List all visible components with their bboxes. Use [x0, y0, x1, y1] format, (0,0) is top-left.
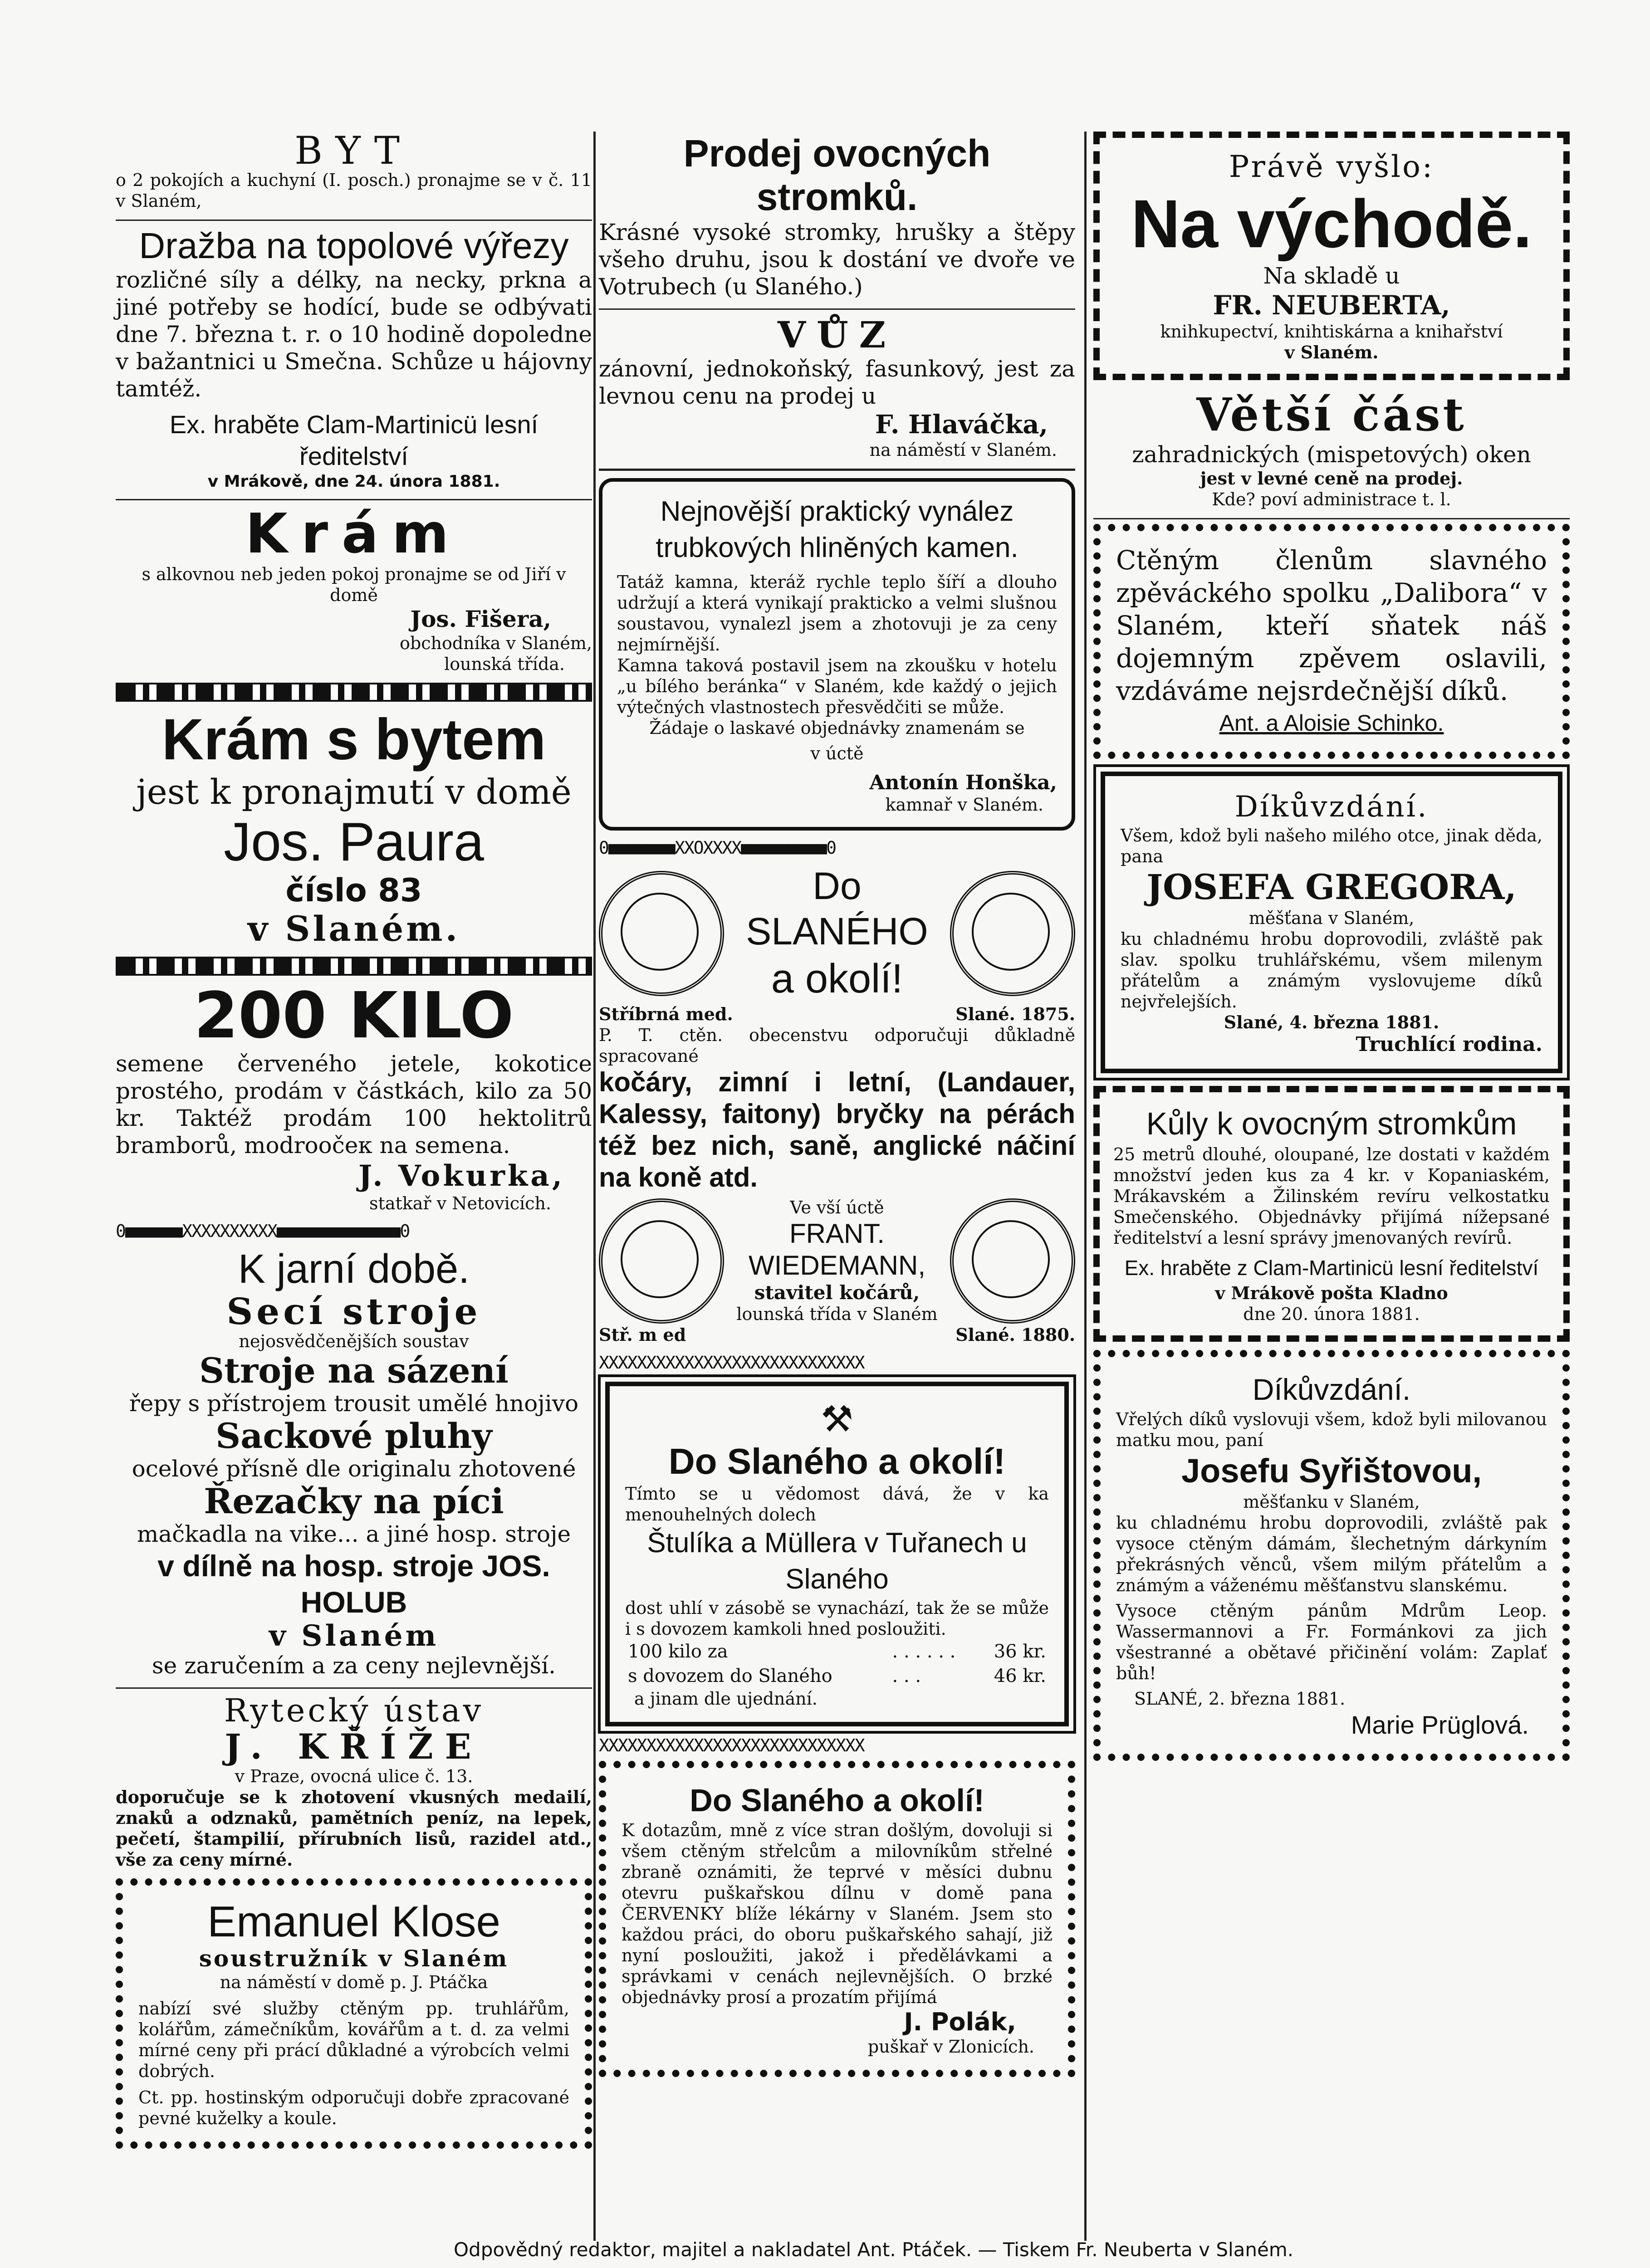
ad-title: Krám s bytem — [162, 707, 546, 772]
ad-signature: Antonín Honška, — [869, 771, 1057, 794]
ad-klose — [116, 1878, 592, 2149]
ad-signature: Ex. hraběte z Clam-Martinicü lesní ředitelství — [1124, 1256, 1539, 1280]
table-cell: s dovozem do Slaného — [628, 1666, 832, 1686]
ad-uhli — [605, 1382, 1069, 1726]
ad-byt — [116, 128, 592, 211]
ad-name: Jos. Paura — [224, 811, 484, 872]
ad-text: Kamna taková postavil jsem na zkoušku v hotelu „u bílého beránka“ v Slaném, kde každý o jejich výtečných vlastnostech přesvědčiti se může. — [617, 655, 1057, 717]
ad-name: Štulíka a Müllera v Tuřanech u Slaného — [647, 1527, 1027, 1595]
ad-line: ocelové přísně dle originalu zhotovené — [132, 1456, 576, 1482]
ad-text: Krásné vysoké stromky, hrušky a štěpy všeho druhu, jsou k dostání ve dvoře ve Votrubech (u Slaného.) — [599, 219, 1075, 300]
ad-name: JOSEFA GREGORA, — [1146, 867, 1517, 907]
column-divider — [593, 132, 596, 2241]
ad-vuz — [599, 314, 1075, 460]
ad-trade: stavitel kočárů, — [754, 1281, 920, 1304]
ad-address: lounská třída v Slaném — [736, 1304, 938, 1324]
ad-text: měšťana v Slaném, — [1249, 908, 1415, 928]
divider — [1093, 518, 1570, 519]
ad-text: P. T. ctěn. obecenstvu odporučuji důkladně spracované — [599, 1025, 1075, 1066]
ad-text: doporučuje se k zhotovení vkusných medailí, znaků a odznaků, pamětních peníz, na lepek, pečetí, štampilií, přírubních lisů, razidel atd., vše za ceny mírné. — [116, 1787, 592, 1870]
ad-title: a okolí! — [771, 956, 903, 1002]
ad-line: se zaručením a za ceny nejlevnější. — [152, 1652, 556, 1679]
table-cell: . . . — [892, 1666, 921, 1686]
ad-signature-line: lounská třída. — [444, 654, 565, 674]
ad-title: Větší část — [1196, 388, 1467, 441]
ad-date: v Mrákově, dne 24. února 1881. — [207, 472, 500, 491]
table-cell: 100 kilo za — [628, 1641, 728, 1662]
ad-line: v Slaném. — [247, 909, 460, 949]
ad-signature: Marie Prüglová. — [1351, 1711, 1529, 1739]
ad-signature-line: puškař v Zlonicích. — [867, 2037, 1034, 2057]
ad-signature: J. Polák, — [904, 2008, 1016, 2036]
ad-text: Žádaje o laskavé objednávky znamenám se — [649, 718, 1025, 738]
ad-text: nabízí své služby ctěným pp. truhlářům, kolářům, zámečníkům, kovářům a t. d. za velmi mírné ceny při prácí důkladné a výrobcích velmi dobrých. — [138, 1999, 569, 2081]
ad-title: VŮZ — [777, 313, 897, 356]
ad-title: BYT — [294, 128, 413, 173]
ad-gregor-dikuvzdani — [1101, 772, 1562, 1073]
table-row — [625, 1664, 1049, 1688]
ad-title: Nejnovější praktický vynález trubkových hliněných kamen. — [656, 496, 1018, 563]
ad-drazba — [116, 225, 592, 491]
ad-na-vychode — [1093, 132, 1570, 380]
table-cell: 46 kr. — [994, 1666, 1046, 1686]
ad-text: Tatáž kamna, kteráž rychle teplo šíří a dlouho udržují a která vynikají prakticko a velmi slušnou soustavou, vynalezl jsem a zhotovuji je za ceny nejmírnější. — [617, 572, 1057, 655]
ad-address: na náměstí v domě p. J. Ptáčka — [220, 1972, 488, 1992]
ad-text: ku chladnému hrobu doprovodili, zvláště pak vysoce ctěným dámám, šlechetným dárkyním překrásných věnců, všem milým přátelům a známým a váženému měšťanstvu slanskému. — [1116, 1513, 1547, 1595]
ad-line: Kde? poví administrace t. l. — [1212, 489, 1451, 509]
ad-vetsi-cast — [1093, 388, 1570, 510]
ad-line: v Slaném — [269, 1619, 439, 1653]
table-row — [625, 1639, 1049, 1664]
ad-text: a jinam dle ujednání. — [634, 1689, 818, 1709]
ad-line: jest v levné ceně na prodej. — [1200, 468, 1463, 489]
divider — [599, 308, 1075, 310]
ad-line: Na skladě u — [1263, 263, 1400, 289]
medal-caption: Slané. 1875. — [955, 1004, 1075, 1024]
ornament-bar: 0■■■■■■XXXXXXXXXX■■■■■■■■■■■■■0 — [116, 1222, 410, 1240]
ad-title: Krám — [245, 503, 463, 566]
ad-text: Všem, kdož byli našeho milého otce, jinak děda, pana — [1121, 826, 1542, 866]
divider — [116, 499, 592, 500]
ad-text: rozličné síly a délky, na necky, prkna a jiné potřeby se hodící, bude se odbývati dne 7. března t. r. o 10 hodině dopoledne v bažantnici u Smečna. Schůze u hájovny tamtéž. — [116, 267, 592, 402]
ad-title: Emanuel Klose — [207, 1897, 500, 1946]
ad-text: K dotazům, mně z více stran došlým, dovoluji si všem ctěným střelcům a milovníkům střelné zbraně oznámiti, že teprvé v měsíci dubnu otevru puškařskou dílnu v domě pana ČERVENKY blíže lékárny v Slaném. Jsem sto každou práci, do oboru puškařského sahají, již nyní posloužiti, jakož i předělávkami a správkami v cenách nejlevnějších. O brzké objednávky prosí a prozatím přijímá — [622, 1820, 1053, 2007]
table-cell: 36 kr. — [994, 1641, 1046, 1662]
ad-text: 25 metrů dlouhé, oloupané, lze dostati v každém množství jeden kus za 4 kr. v Kopaniaském, Mrákavském a Žilinském revíru velkostatku Smečenského. Objednávky přijímá nížepsané ředitelství a lesní správy jmenovaných revírů. — [1113, 1144, 1550, 1248]
ad-date: Slané, 4. března 1881. — [1224, 1012, 1439, 1032]
hammer-and-pick-icon: ⚒ — [821, 1398, 853, 1440]
ad-text: ku chladnému hrobu doprovodili, zvláště pak slav. spolku truhlářskému, všem milenym přátelům a známým vyslovujeme díků nejvřelejších. — [1121, 929, 1542, 1012]
ad-signature-line: v Mrákově pošta Kladno — [1215, 1283, 1448, 1303]
ad-kuly — [1093, 1086, 1570, 1342]
medal-icon — [599, 871, 724, 996]
ad-wiedemann — [599, 863, 1075, 1345]
ad-text: dost uhlí v zásobě se vynachází, tak že se může i s dovozem kamkoli hned posloužiti. — [625, 1598, 1049, 1639]
ad-signature: Truchlící rodina. — [1356, 1033, 1542, 1056]
ad-line: knihkupectví, knihtiskárna a knihařství — [1160, 322, 1503, 342]
ad-text: Ctěným členům slavného zpěváckého spolku „Dalibora“ v Slaném, kteří sňatek náš dojemným zpěvem oslavili, vzdáváme nejsrdečnější díků. — [1116, 545, 1547, 706]
ad-title: Díkůvzdání. — [1252, 1373, 1411, 1406]
ad-signature-line: dne 20. února 1881. — [1243, 1304, 1420, 1324]
ad-signature: F. Hlaváčka, — [875, 410, 1048, 440]
ad-rytecky-ustav — [116, 1693, 592, 1870]
medal-caption: Stř. m ed — [599, 1325, 686, 1345]
ad-title: Dražba na topolové výřezy — [139, 225, 569, 266]
ad-title: K jarní době. — [238, 1246, 470, 1292]
ad-line: řepy s přístrojem trousit umělé hnojivo — [129, 1390, 579, 1417]
ad-line: zahradnických (mispetových) oken — [1132, 441, 1531, 468]
ad-title: Prodej ovocných stromků. — [683, 132, 991, 218]
ad-200-kilo — [116, 979, 592, 1214]
ad-title: 200 KILO — [194, 979, 514, 1053]
ad-title: Díkůvzdání. — [1234, 790, 1429, 824]
ad-line: nejosvědčenějších soustav — [239, 1331, 469, 1351]
ad-title: Na východě. — [1131, 186, 1532, 262]
ad-text: v úctě — [810, 743, 864, 763]
divider — [116, 220, 592, 221]
ad-signature-line: statkař v Netovicích. — [369, 1193, 551, 1213]
ad-line: Sackové pluhy — [215, 1416, 492, 1456]
medal-icon — [599, 1198, 724, 1324]
ad-title: Do SLANÉHO — [746, 865, 928, 953]
ad-text: Vřelých díků vyslovuji všem, kdož byli milovanou matku mou, paní — [1116, 1409, 1547, 1450]
ad-text: Ct. pp. hostinským odporučuji dobře zpracované pevné kuželky a koule. — [138, 2087, 569, 2128]
ad-text: o 2 pokojích a kuchyní (I. posch.) pronajme se v č. 11 v Slaném, — [116, 170, 592, 211]
ad-line: mačkadla na vike... a jiné hosp. stroje — [137, 1521, 571, 1547]
ad-line: Secí stroje — [226, 1290, 481, 1333]
medal-caption: Stříbrná med. — [599, 1004, 733, 1024]
ad-signature: Ant. a Aloisie Schinko. — [1219, 710, 1444, 736]
ad-line: v Slaném. — [1284, 342, 1379, 362]
ad-signature: Jos. Fišera, — [410, 606, 551, 632]
ad-signature-line: na náměstí v Slaném. — [869, 440, 1057, 460]
column-2 — [599, 132, 1075, 2085]
price-table — [625, 1639, 1049, 1688]
ornament-bar: 0■■■■■■■XXOXXXX■■■■■■■■■0 — [599, 839, 836, 857]
ad-signature-line: obchodníka v Slaném, — [399, 633, 592, 653]
ad-line: v dílně na hosp. stroje JOS. HOLUB — [157, 1549, 550, 1619]
medal-icon — [950, 1198, 1075, 1324]
ad-kram-s-bytem — [116, 708, 592, 948]
ad-line: číslo 83 — [285, 872, 422, 909]
ornament-bar — [116, 683, 592, 702]
table-cell: . . . . . . — [892, 1641, 956, 1662]
ad-name: FR. NEUBERTA, — [1213, 290, 1450, 321]
ad-line: Řezačky na píci — [204, 1481, 504, 1521]
ad-prodej-stromku — [599, 132, 1075, 300]
medal-caption: Slané. 1880. — [955, 1325, 1075, 1345]
ad-subtitle: soustružník v Slaném — [199, 1945, 509, 1972]
ad-kamna — [599, 478, 1075, 831]
ad-text: měšťanku v Slaném, — [1243, 1492, 1420, 1512]
imprint-footer: Odpovědný redaktor, majitel a nakladatel Ant. Ptáček. — Tiskem Fr. Neuberta v Slaném. — [454, 2239, 1294, 2261]
ad-address: v Praze, ovocná ulice č. 13. — [235, 1766, 473, 1786]
ornament-bar — [116, 957, 592, 976]
ad-title: Kůly k ovocným stromkům — [1146, 1106, 1517, 1141]
divider — [599, 469, 1075, 471]
ad-line: Stroje na sázení — [199, 1350, 509, 1391]
divider — [116, 1687, 592, 1689]
ad-signature-line: kamnař v Slaném. — [885, 795, 1043, 815]
ad-text: Tímto se u vědomost dává, že v ka menouhelných dolech — [625, 1484, 1049, 1525]
ad-date: SLANÉ, 2. března 1881. — [1134, 1689, 1346, 1709]
column-1 — [116, 128, 592, 2157]
ad-signature: J. Vokurka, — [358, 1159, 565, 1193]
ad-text: Vysoce ctěným pánům Mdrům Leop. Wassermannovi a Fr. Formánkovi za jich všestranné a obětavé přičinění volám: Zaplať bůh! — [1116, 1601, 1547, 1683]
ad-text: zánovní, jednokoňský, fasunkový, jest za levnou cenu na prodej u — [599, 356, 1075, 409]
ad-line: Právě vyšlo: — [1229, 149, 1435, 184]
ad-name: J. KŘÍŽE — [225, 1726, 483, 1767]
ad-title: Rytecký ústav — [224, 1692, 484, 1729]
ad-title: Do Slaného a okolí! — [690, 1783, 984, 1818]
ad-dalibor — [1093, 524, 1570, 759]
ad-text: semene červeného jetele, kokotice prostého, prodám v částkách, kilo za 50 kr. Taktéž prodám 100 hektolitrů bramborů, modroočeк na semena. — [116, 1051, 592, 1158]
ad-line: jest k pronajmutí v domě — [136, 772, 572, 812]
ad-name: FRANT. WIEDEMANN, — [749, 1218, 925, 1281]
ornament-bar: XXXXXXXXXXXXXXXXXXXXXXXXXXXX — [599, 1736, 864, 1755]
ad-signature: Ex. hraběte Clam-Martinicü lesní ředitelství — [169, 410, 539, 470]
ad-text-bold: kočáry, zimní i letní, (Landauer, Kalessy, faitony) bryčky na pérách též bez nich, saně, anglické náčiní na koně atd. — [599, 1067, 1075, 1193]
column-3 — [1093, 132, 1570, 1769]
ad-text: s alkovnou neb jeden pokoj pronajme se od Jiří v domě — [142, 564, 566, 605]
ad-polak — [599, 1761, 1075, 2077]
ad-name: Josefu Syřištovou, — [1181, 1452, 1482, 1490]
ad-pruglova-dikuvzdani — [1093, 1350, 1570, 1761]
ad-jarni-doba — [116, 1246, 592, 1679]
ornament-bar: XXXXXXXXXXXXXXXXXXXXXXXXXXXX — [599, 1354, 864, 1372]
ad-kram — [116, 505, 592, 675]
medal-icon — [950, 871, 1075, 996]
ad-text: Ve vší úctě — [790, 1198, 884, 1217]
column-divider — [1084, 132, 1087, 2241]
ad-title: Do Slaného a okolí! — [668, 1441, 1006, 1481]
